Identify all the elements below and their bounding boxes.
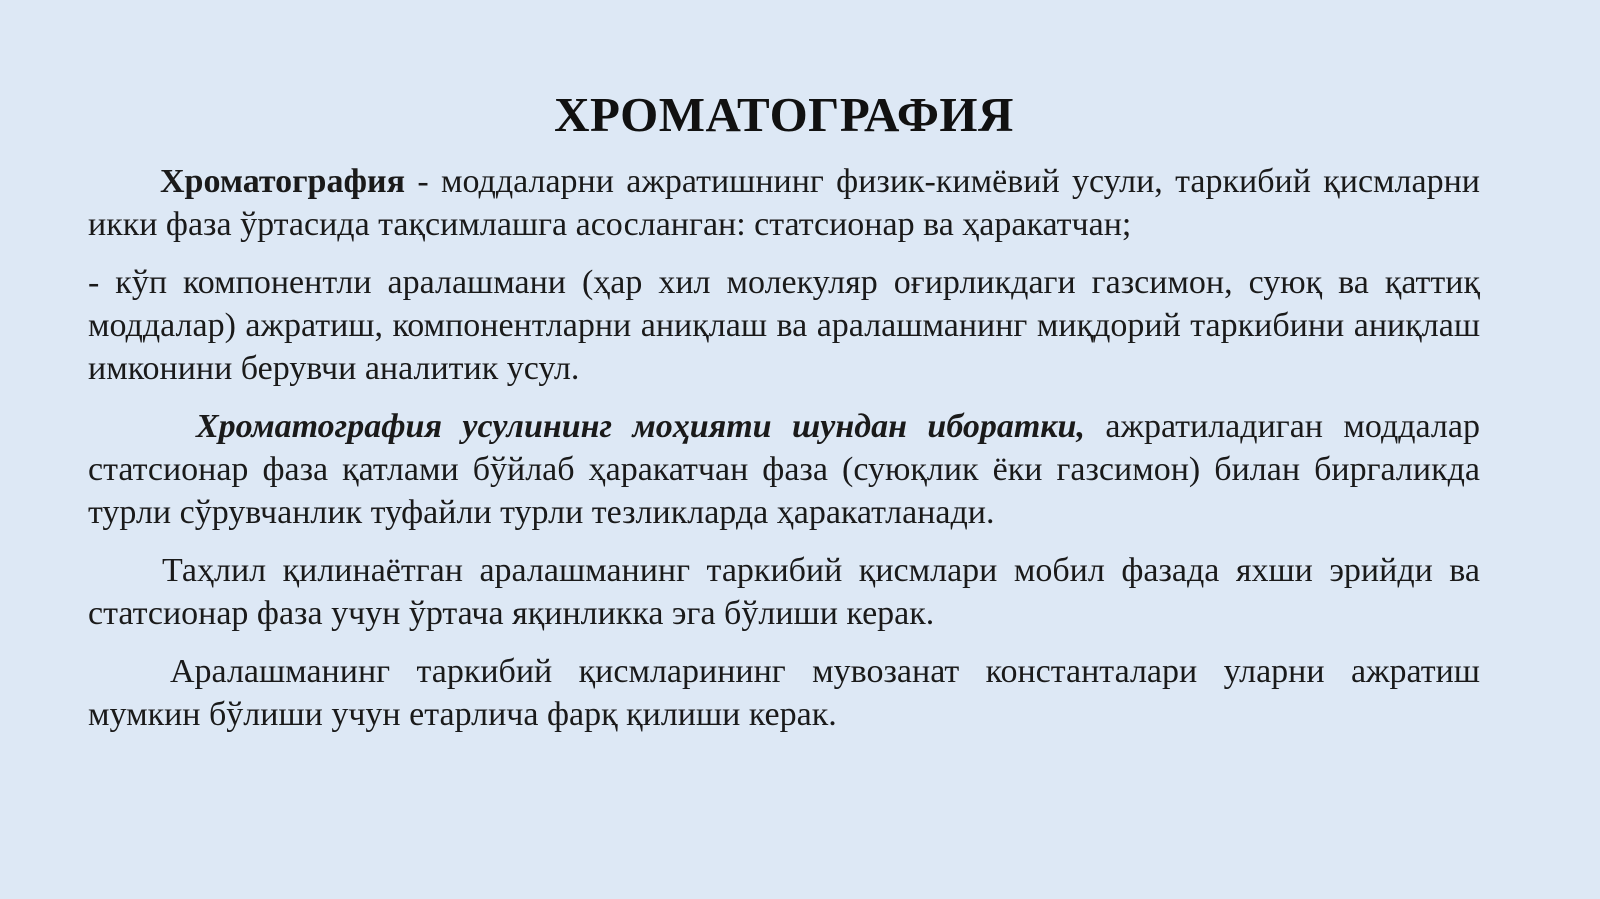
slide-title: ХРОМАТОГРАФИЯ <box>554 87 1014 142</box>
definition-text: - моддаларни ажратишнинг физик-кимёвий усули, таркибий қисмларни икки фаза ўртасида тақсимлашга асосланган: статсионар ва ҳаракатчан; <box>88 163 1480 243</box>
definition-paragraph <box>88 160 1480 246</box>
essence-text: ажратиладиган моддалар статсионар фаза қатлами бўйлаб ҳаракатчан фаза (суюқлик ёки газсимон) билан биргаликда турли сўрувчанлик туфайли турли тезликларда ҳаракатланади. <box>88 408 1480 531</box>
method-paragraph <box>88 261 1480 390</box>
definition-term: Хроматография <box>160 163 405 200</box>
analysis-text: Таҳлил қилинаётган аралашманинг таркибий қисмлари мобил фазада яхши эрийди ва статсионар фаза учун ўртача яқинликка эга бўлиши керак. <box>88 552 1480 632</box>
analysis-paragraph <box>88 549 1480 635</box>
essence-paragraph <box>88 405 1480 534</box>
equilibrium-paragraph <box>88 650 1480 736</box>
method-text: - кўп компонентли аралашмани (ҳар хил молекуляр оғирликдаги газсимон, суюқ ва қаттиқ моддалар) ажратиш, компонентларни аниқлаш ва аралашманинг миқдорий таркибини аниқлаш имконини берувчи аналитик усул. <box>88 264 1480 387</box>
essence-lead: Хроматография усулининг моҳияти шундан иборатки, <box>196 408 1085 445</box>
equilibrium-text: Аралашманинг таркибий қисмларининг мувозанат константалари уларни ажратиш мумкин бўлиши учун етарлича фарқ қилиши керак. <box>88 653 1480 733</box>
